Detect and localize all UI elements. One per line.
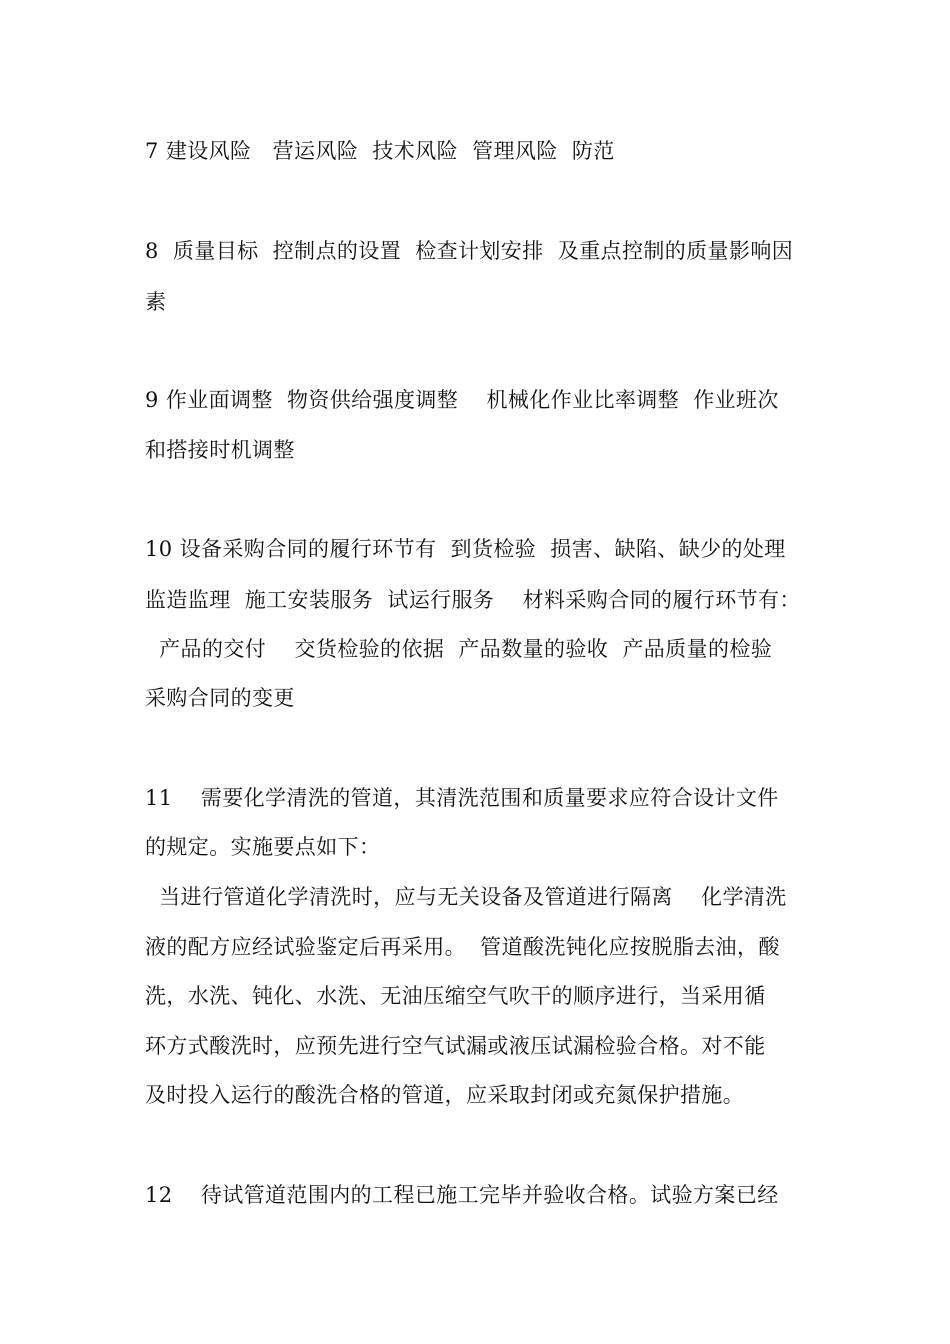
text-line-10-continued-3: 采购合同的变更 [145,686,295,710]
text-line-11-continued-2: 当进行管道化学清洗时，应与无关设备及管道进行隔离 化学清洗 [145,885,787,909]
text-line-11-continued-3: 液的配方应经试验鉴定后再采用。 管道酸洗钝化应按脱脂去油，酸 [145,935,780,959]
text-line-11-continued-4: 洗，水洗、钝化、水洗、无油压缩空气吹干的顺序进行，当采用循 [145,984,766,1008]
text-line-8-continued: 素 [145,290,167,314]
text-line-11-cleaning: 11 需要化学清洗的管道，其清洗范围和质量要求应符合设计文件 [145,786,779,810]
text-line-9-adjustment: 9 作业面调整 物资供给强度调整 机械化作业比率调整 作业班次 [145,388,779,412]
text-line-11-continued-5: 环方式酸洗时，应预先进行空气试漏或液压试漏检验合格。对不能 [145,1034,766,1058]
text-line-8-quality: 8 质量目标 控制点的设置 检查计划安排 及重点控制的质量影响因 [145,239,794,263]
text-line-9-continued: 和搭接时机调整 [145,438,295,462]
text-line-12-testing: 12 待试管道范围内的工程已施工完毕并验收合格。试验方案已经 [145,1183,779,1207]
text-line-10-contract: 10 设备采购合同的履行环节有 到货检验 损害、缺陷、缺少的处理 [145,537,786,561]
text-line-10-continued-2: 产品的交付 交货检验的依据 产品数量的验收 产品质量的检验 [145,637,773,661]
text-line-7-risks: 7 建设风险 营运风险 技术风险 管理风险 防范 [145,139,615,163]
text-line-11-continued-1: 的规定。实施要点如下： [145,835,381,859]
text-line-11-continued-6: 及时投入运行的酸洗合格的管道，应采取封闭或充氮保护措施。 [145,1083,745,1107]
text-line-10-continued-1: 监造监理 施工安装服务 试运行服务 材料采购合同的履行环节有： [145,588,801,612]
